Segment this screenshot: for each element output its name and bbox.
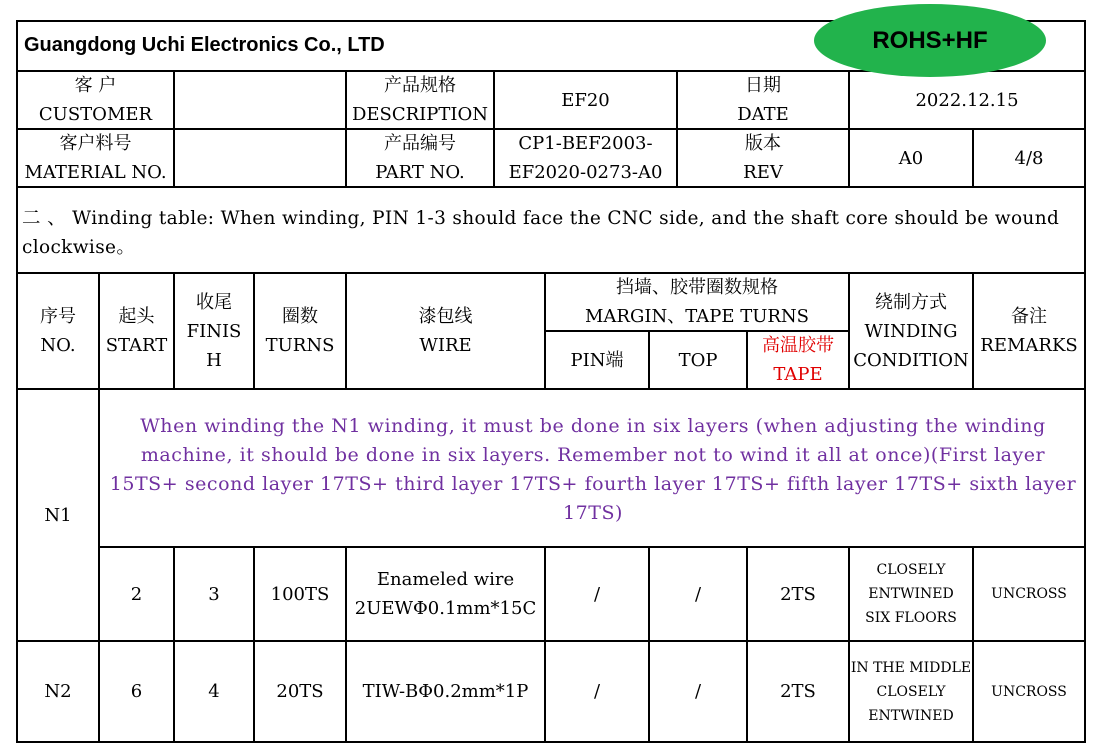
part-no-value-line2: EF2020-0273-A0 (508, 162, 663, 183)
rev-value: A0 (898, 147, 924, 169)
date-label (678, 72, 848, 128)
date-value: 2022.12.15 (915, 89, 1019, 111)
header-no (18, 274, 98, 388)
description-label-cn: 产品规格 (384, 75, 456, 96)
row-n2-wire: TIW-BΦ0.2mm*1P (362, 681, 529, 702)
n1-winding-note: When winding the N1 winding, it must be done in six layers (when adjusting the winding machine, it should be done in six layers. Remember not to wind it all at once)(First layer 15TS+ second layer 17TS+ third layer 17TS+ fourth layer 17TS+ fifth layer 17TS+ sixth layer 17TS) (109, 415, 1077, 524)
row-n1-tape: 2TS (780, 583, 816, 605)
header-finish-en-2: H (206, 349, 222, 371)
row-n1-condition (850, 548, 972, 640)
description-value: EF20 (561, 89, 610, 111)
header-wire (347, 274, 544, 388)
header-turns (255, 274, 345, 388)
company-name: Guangdong Uchi Electronics Co., LTD (24, 34, 385, 56)
row-n2-condition-line2: CLOSELY (876, 683, 946, 700)
header-margin (546, 274, 848, 330)
row-n1-remarks: UNCROSS (991, 586, 1067, 602)
header-remarks (974, 274, 1084, 388)
header-winding-en-1: WINDING (864, 320, 958, 342)
header-start-cn: 起头 (118, 306, 155, 327)
date-label-en: DATE (737, 104, 789, 125)
part-no-label-en: PART NO. (375, 162, 465, 183)
row-n2-no: N2 (44, 681, 72, 702)
header-start-en: START (105, 335, 168, 356)
row-n1-finish: 3 (208, 583, 220, 605)
row-n2-condition-line3: ENTWINED (868, 707, 954, 724)
row-n1-pin: / (593, 583, 601, 605)
header-margin-cn: 挡墙、胶带圈数规格 (616, 277, 778, 298)
row-n2-start: 6 (130, 681, 143, 702)
row-n2-condition (850, 642, 972, 741)
customer-label (18, 72, 173, 128)
row-n2-remarks: UNCROSS (991, 683, 1067, 700)
header-winding (850, 274, 972, 388)
header-start (100, 274, 173, 388)
row-n2-tape: 2TS (780, 681, 816, 702)
date-label-cn: 日期 (745, 75, 781, 96)
row-n1-turns: 100TS (270, 583, 330, 605)
part-no-value (495, 130, 676, 186)
row-n2-condition-line1: IN THE MIDDLE (850, 659, 972, 676)
description-label (347, 72, 493, 128)
material-label (18, 130, 173, 186)
description-label-en: DESCRIPTION (351, 104, 489, 125)
header-tape-en: TAPE (773, 364, 823, 385)
header-finish (175, 274, 253, 388)
row-n2-finish: 4 (208, 681, 220, 702)
header-no-en: NO. (40, 335, 76, 356)
row-n1-no: N1 (44, 504, 72, 526)
part-no-label-cn: 产品编号 (384, 133, 456, 154)
header-finish-en-1: FINIS (186, 320, 242, 342)
header-turns-cn: 圈数 (282, 306, 318, 327)
customer-value (175, 72, 345, 128)
header-tape (748, 332, 848, 388)
row-n1-top: / (694, 583, 702, 605)
row-n1-start: 2 (130, 583, 143, 605)
row-n1-wire (347, 548, 544, 640)
material-label-en: MATERIAL NO. (24, 162, 167, 183)
page-number: 4/8 (1014, 147, 1044, 169)
header-margin-en: MARGIN、TAPE TURNS (584, 306, 810, 327)
row-n1-condition-line2: ENTWINED (868, 586, 954, 602)
header-top: TOP (678, 349, 718, 371)
header-wire-cn: 漆包线 (418, 306, 473, 327)
row-n2-top: / (694, 681, 702, 702)
header-turns-en: TURNS (265, 335, 335, 356)
row-n1-condition-line3: SIX FLOORS (865, 610, 957, 626)
material-value (175, 130, 345, 186)
header-remarks-en: REMARKS (980, 335, 1078, 356)
header-remarks-cn: 备注 (1011, 306, 1047, 327)
header-wire-en: WIRE (419, 335, 472, 356)
row-n2-pin: / (593, 681, 601, 702)
section-title: 二 、 Winding table: When winding, PIN 1-3 should face the CNC side, and the shaft core should be wound clockwise。 (22, 208, 1060, 258)
rev-label-en: REV (743, 162, 783, 183)
grid-line (16, 388, 1086, 390)
rev-label-cn: 版本 (745, 133, 781, 154)
header-pin: PIN端 (570, 349, 624, 371)
row-n2-turns: 20TS (276, 681, 324, 702)
material-label-cn: 客户料号 (59, 133, 132, 154)
header-winding-cn: 绕制方式 (875, 291, 947, 313)
header-winding-en-2: CONDITION (853, 349, 969, 371)
header-finish-cn: 收尾 (196, 291, 232, 313)
rohs-hf-badge: ROHS+HF (814, 4, 1046, 77)
part-no-value-line1: CP1-BEF2003- (518, 133, 653, 154)
customer-label-en: CUSTOMER (38, 104, 153, 125)
header-tape-cn: 高温胶带 (762, 335, 834, 356)
row-n1-condition-line1: CLOSELY (876, 562, 946, 578)
header-no-cn: 序号 (40, 306, 76, 327)
rev-label (678, 130, 848, 186)
row-n1-wire-line2: 2UEWΦ0.1mm*15C (354, 598, 537, 619)
row-n1-wire-line1: Enameled wire (376, 569, 515, 590)
part-no-label (347, 130, 493, 186)
customer-label-cn: 客 户 (74, 75, 117, 96)
